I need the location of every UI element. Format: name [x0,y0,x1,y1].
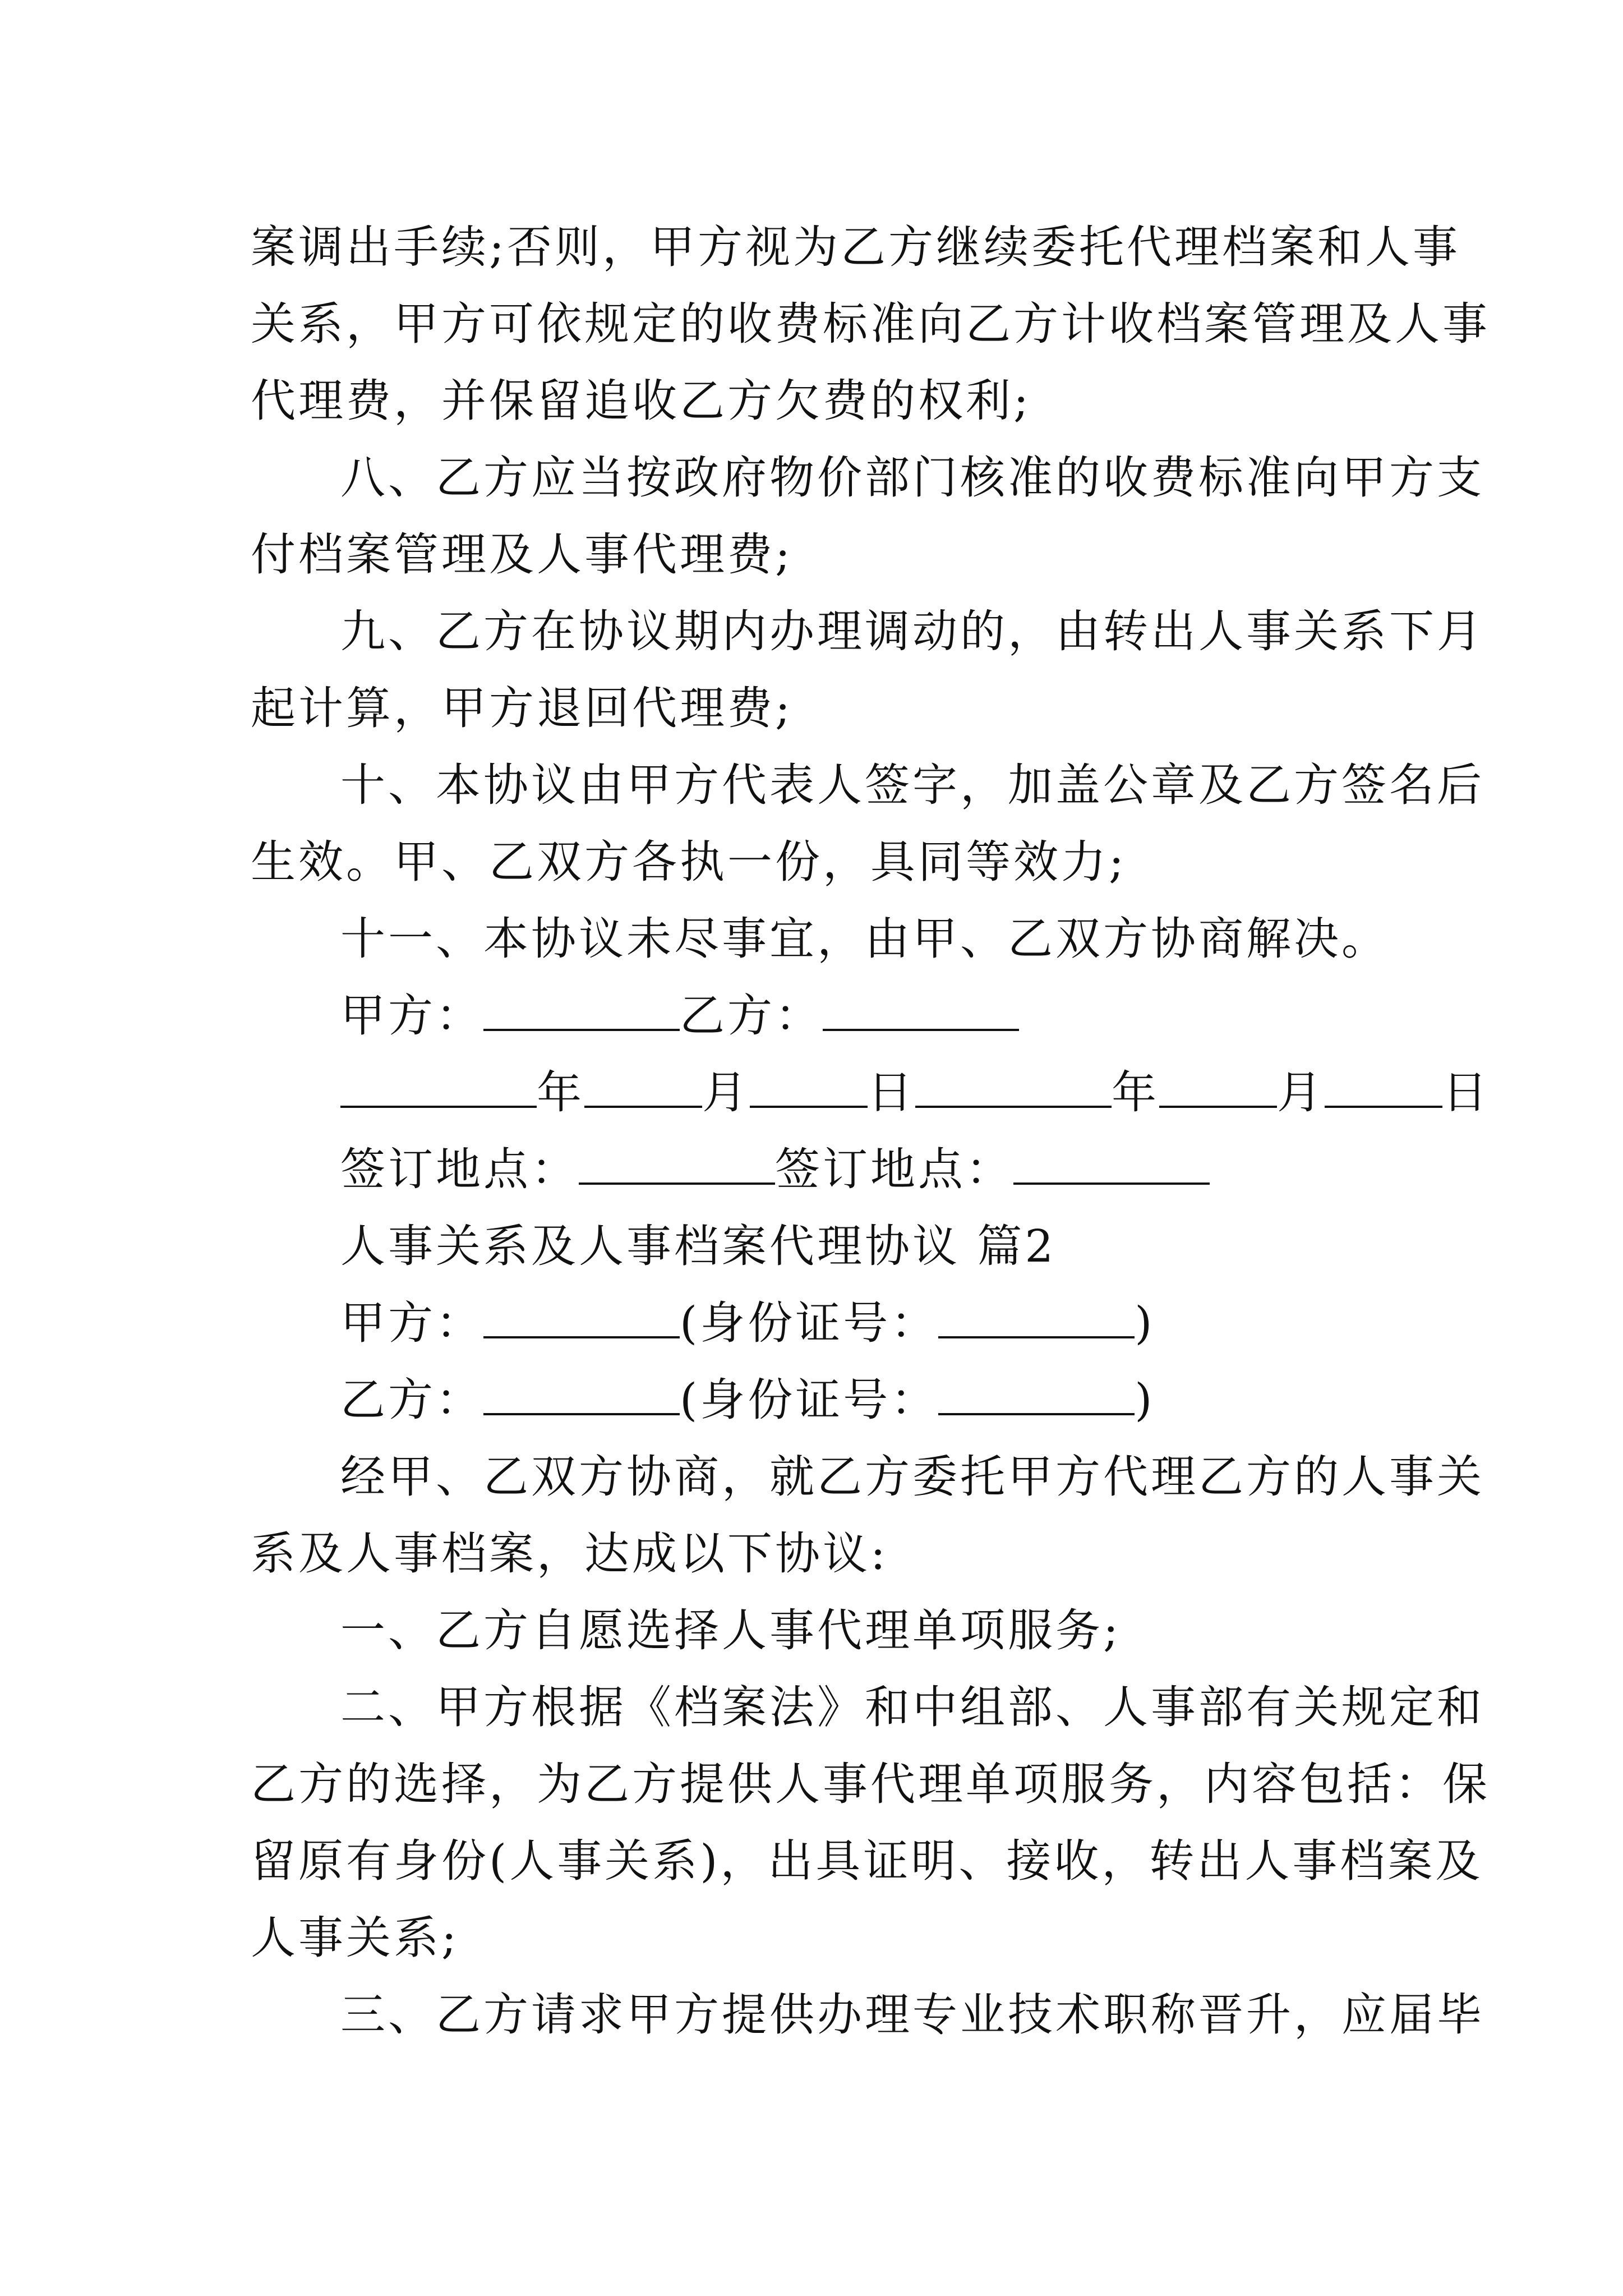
paragraph-line: 乙方的选择，为乙方提供人事代理单项服务，内容包括：保 [251,1758,1490,1810]
party-a-month-blank[interactable] [584,1066,702,1108]
signature-place-line [251,1131,1378,1208]
paragraph-line: 系及人事档案，达成以下协议: [251,1527,888,1580]
party-b-day-blank[interactable] [1325,1066,1442,1108]
paragraph-line: 关系，甲方可依规定的收费标准向乙方计收档案管理及人事 [251,298,1490,350]
paragraph-line: 起计算，甲方退回代理费; [251,682,793,734]
place-label: 签订地点： [340,1143,579,1195]
paragraph-line: 案调出手续;否则，甲方视为乙方继续委托代理档案和人事 [251,221,1460,273]
signature-party-line [251,977,1378,1054]
clause-3-line: 三、乙方请求甲方提供办理专业技术职称晋升，应届毕 [340,1989,1484,2041]
month-label: 月 [702,1066,750,1119]
paragraph-line: 经甲、乙双方协商，就乙方委托甲方代理乙方的人事关 [340,1451,1484,1503]
party-a-label: 甲方： [340,990,483,1042]
party-b-month-blank[interactable] [1159,1066,1277,1108]
party-a-name-blank[interactable] [483,1297,680,1338]
party-b-name-blank[interactable] [483,1374,680,1415]
party-a-day-blank[interactable] [750,1066,868,1108]
place-label: 签订地点： [775,1143,1013,1195]
day-label: 日 [868,1066,915,1119]
id-close-label: ) [1135,1374,1155,1426]
clause-11-line: 十一、本协议未尽事宜，由甲、乙双方协商解决。 [340,913,1389,965]
clause-1-line: 一、乙方自愿选择人事代理单项服务; [340,1604,1121,1657]
month-label: 月 [1277,1066,1325,1119]
party-b-year-blank[interactable] [915,1066,1112,1108]
paragraph-line: 生效。甲、乙双方各执一份，具同等效力; [251,836,1127,888]
party-a-id-blank[interactable] [938,1297,1135,1338]
party-b-signature-blank[interactable] [823,990,1019,1031]
clause-10-line: 十、本协议由甲方代表人签字，加盖公章及乙方签名后 [340,759,1484,811]
document-body [251,209,1490,2053]
paragraph-line: 留原有身份(人事关系)，出具证明、接收，转出人事档案及 [251,1835,1483,1887]
party-b-id-line [251,1361,1378,1438]
signature-date-line [251,1054,1490,1131]
year-label: 年 [1112,1066,1159,1119]
paragraph-line: 代理费，并保留追收乙方欠费的权利; [251,375,1031,427]
paragraph-line: 付档案管理及人事代理费; [251,528,793,581]
party-a-year-blank[interactable] [340,1066,537,1108]
day-label: 日 [1442,1066,1490,1119]
party-a-place-blank[interactable] [579,1143,775,1185]
section-title: 人事关系及人事档案代理协议 篇2 [340,1220,1057,1272]
party-b-place-blank[interactable] [1013,1143,1210,1185]
clause-8-line: 八、乙方应当按政府物价部门核准的收费标准向甲方支 [340,452,1484,504]
party-a-id-line [251,1285,1378,1361]
id-close-label: ) [1135,1297,1155,1349]
party-a-label: 甲方： [340,1297,483,1349]
id-open-label: (身份证号： [680,1297,939,1349]
clause-2-line: 二、甲方根据《档案法》和中组部、人事部有关规定和 [340,1681,1484,1733]
party-b-label: 乙方： [340,1374,483,1426]
id-open-label: (身份证号： [680,1374,939,1426]
party-a-signature-blank[interactable] [483,990,680,1031]
party-b-id-blank[interactable] [938,1374,1135,1415]
party-b-label: 乙方： [680,990,823,1042]
year-label: 年 [537,1066,584,1119]
paragraph-line: 人事关系; [251,1912,459,1964]
clause-9-line: 九、乙方在协议期内办理调动的，由转出人事关系下月 [340,605,1484,657]
